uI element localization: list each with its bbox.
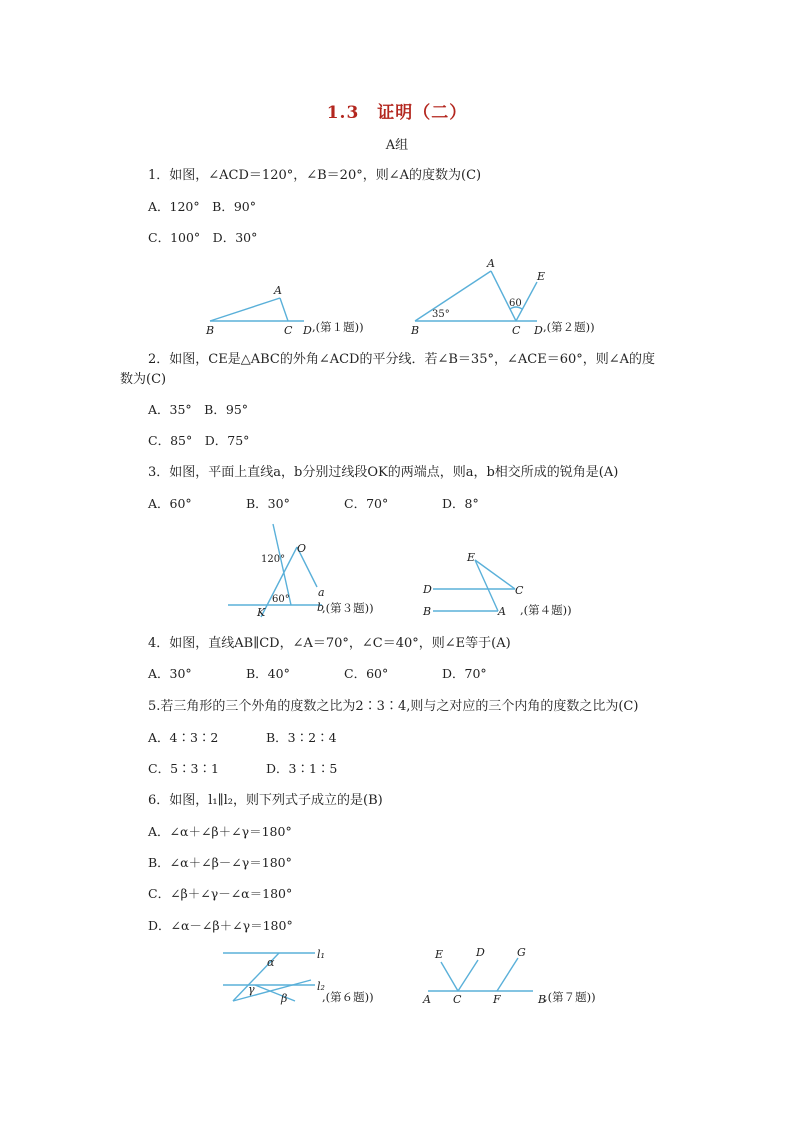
fig4-label-a: A [498, 605, 506, 618]
fig7-line-fg [497, 958, 518, 991]
fig2-label-a: A [487, 257, 495, 270]
question-3-stem: 3．如图，平面上直线a，b分别过线段OK的两端点，则a，b相交所成的锐角是(A) [148, 465, 619, 480]
question-3-option-d: D．8° [442, 496, 479, 511]
question-1-options-row1: A．120° B．90° [148, 199, 256, 214]
question-5-option-b: B．3∶2∶4 [266, 730, 337, 745]
fig4-caption: ,(第４题)) [520, 603, 572, 617]
fig3-caption: ,(第３题)) [322, 601, 374, 615]
fig1-caption: ,(第１题)) [312, 320, 364, 334]
fig2-line-ba [415, 271, 491, 321]
fig2-label-c: C [512, 324, 521, 337]
fig4-label-d: D [423, 583, 432, 596]
fig4-label-c: C [515, 584, 524, 597]
question-5-stem: 5.若三角形的三个外角的度数之比为2∶3∶4,则与之对应的三个内角的度数之比为(C) [148, 699, 639, 714]
fig6-caption: ,(第６题)) [322, 990, 374, 1004]
question-6-option-a: A．∠α＋∠β＋∠γ＝180° [148, 824, 292, 839]
fig3-angle-120: 120° [261, 554, 286, 565]
question-2-options-row1: A．35° B．95° [148, 402, 249, 417]
fig1-line-ac [280, 298, 288, 321]
fig7-label-f: F [493, 993, 501, 1006]
question-4-option-c: C．60° [344, 666, 389, 681]
fig3-label-o: O [297, 542, 307, 555]
question-2-stem-line1: 2．如图，CE是△ABC的外角∠ACD的平分线．若∠B＝35°，∠ACE＝60°，则∠A的度 [148, 352, 656, 367]
group-label: A组 [385, 138, 409, 153]
fig7-label-c: C [453, 993, 462, 1006]
fig3-label-k: K [257, 606, 266, 619]
fig3-angle-60: 60° [272, 594, 290, 605]
figure-3 [225, 522, 405, 622]
fig7-label-g: G [517, 946, 526, 959]
fig3-label-b: b [317, 601, 325, 614]
question-2-options-row2: C．85° D．75° [148, 433, 250, 448]
fig2-label-b: B [411, 324, 420, 337]
fig1-label-d: D [303, 324, 312, 337]
fig6-label-gamma: γ [248, 983, 255, 996]
fig6-label-l1: l₁ [317, 948, 325, 961]
fig1-label-b: B [206, 324, 215, 337]
fig1-label-c: C [284, 324, 293, 337]
fig7-line-cd [458, 960, 478, 991]
fig7-label-e: E [435, 948, 444, 961]
question-6-option-c: C．∠β＋∠γ－∠α＝180° [148, 886, 293, 901]
fig4-label-b: B [423, 605, 432, 618]
question-4-option-d: D．70° [442, 666, 487, 681]
fig6-label-beta: β [281, 992, 288, 1005]
fig2-line-ac [491, 271, 516, 321]
figure-6 [215, 945, 405, 1015]
question-1-options-row2: C．100° D．30° [148, 230, 258, 245]
fig6-label-l2: l₂ [317, 980, 325, 993]
question-6-option-b: B．∠α＋∠β－∠γ＝180° [148, 855, 292, 870]
question-5-option-a: A．4∶3∶2 [148, 730, 219, 745]
figure-1 [200, 280, 390, 340]
fig6-transversal-2 [233, 980, 311, 1001]
question-2-stem-line2: 数为(C) [120, 372, 167, 387]
fig6-label-alpha: α [267, 956, 275, 969]
fig4-label-e: E [467, 551, 476, 564]
fig7-line-ce [441, 962, 458, 991]
question-1-stem: 1．如图，∠ACD＝120°，∠B＝20°，则∠A的度数为(C) [148, 168, 482, 183]
question-3-option-c: C．70° [344, 496, 389, 511]
question-4-option-b: B．40° [246, 666, 290, 681]
fig1-line-ba [210, 298, 280, 321]
page-title: 1.3 证明（二） [326, 103, 468, 123]
figure-4 [420, 548, 605, 622]
fig7-label-b: B [538, 993, 547, 1006]
question-4-stem: 4．如图，直线AB∥CD，∠A＝70°，∠C＝40°，则∠E等于(A) [148, 636, 511, 651]
figure-2 [405, 256, 620, 340]
question-6-option-d: D．∠α－∠β＋∠γ＝180° [148, 918, 293, 933]
question-6-stem: 6．如图，l₁∥l₂，则下列式子成立的是(B) [148, 793, 383, 808]
fig2-angle-b: 35° [432, 309, 450, 320]
question-3-option-a: A．60° [148, 496, 192, 511]
question-4-option-a: A．30° [148, 666, 192, 681]
fig3-label-a: a [318, 586, 325, 599]
question-5-option-d: D．3∶1∶5 [266, 761, 338, 776]
question-5-option-c: C．5∶3∶1 [148, 761, 219, 776]
fig2-angle-ace: 60 [509, 298, 522, 309]
fig2-label-d: D [534, 324, 543, 337]
fig1-label-a: A [274, 284, 282, 297]
fig7-caption: ,(第７题)) [544, 990, 596, 1004]
fig2-caption: ,(第２题)) [543, 320, 595, 334]
fig7-label-a: A [423, 993, 431, 1006]
figure-7 [418, 940, 618, 1015]
question-3-option-b: B．30° [246, 496, 290, 511]
fig7-label-d: D [476, 946, 485, 959]
fig2-label-e: E [537, 270, 546, 283]
